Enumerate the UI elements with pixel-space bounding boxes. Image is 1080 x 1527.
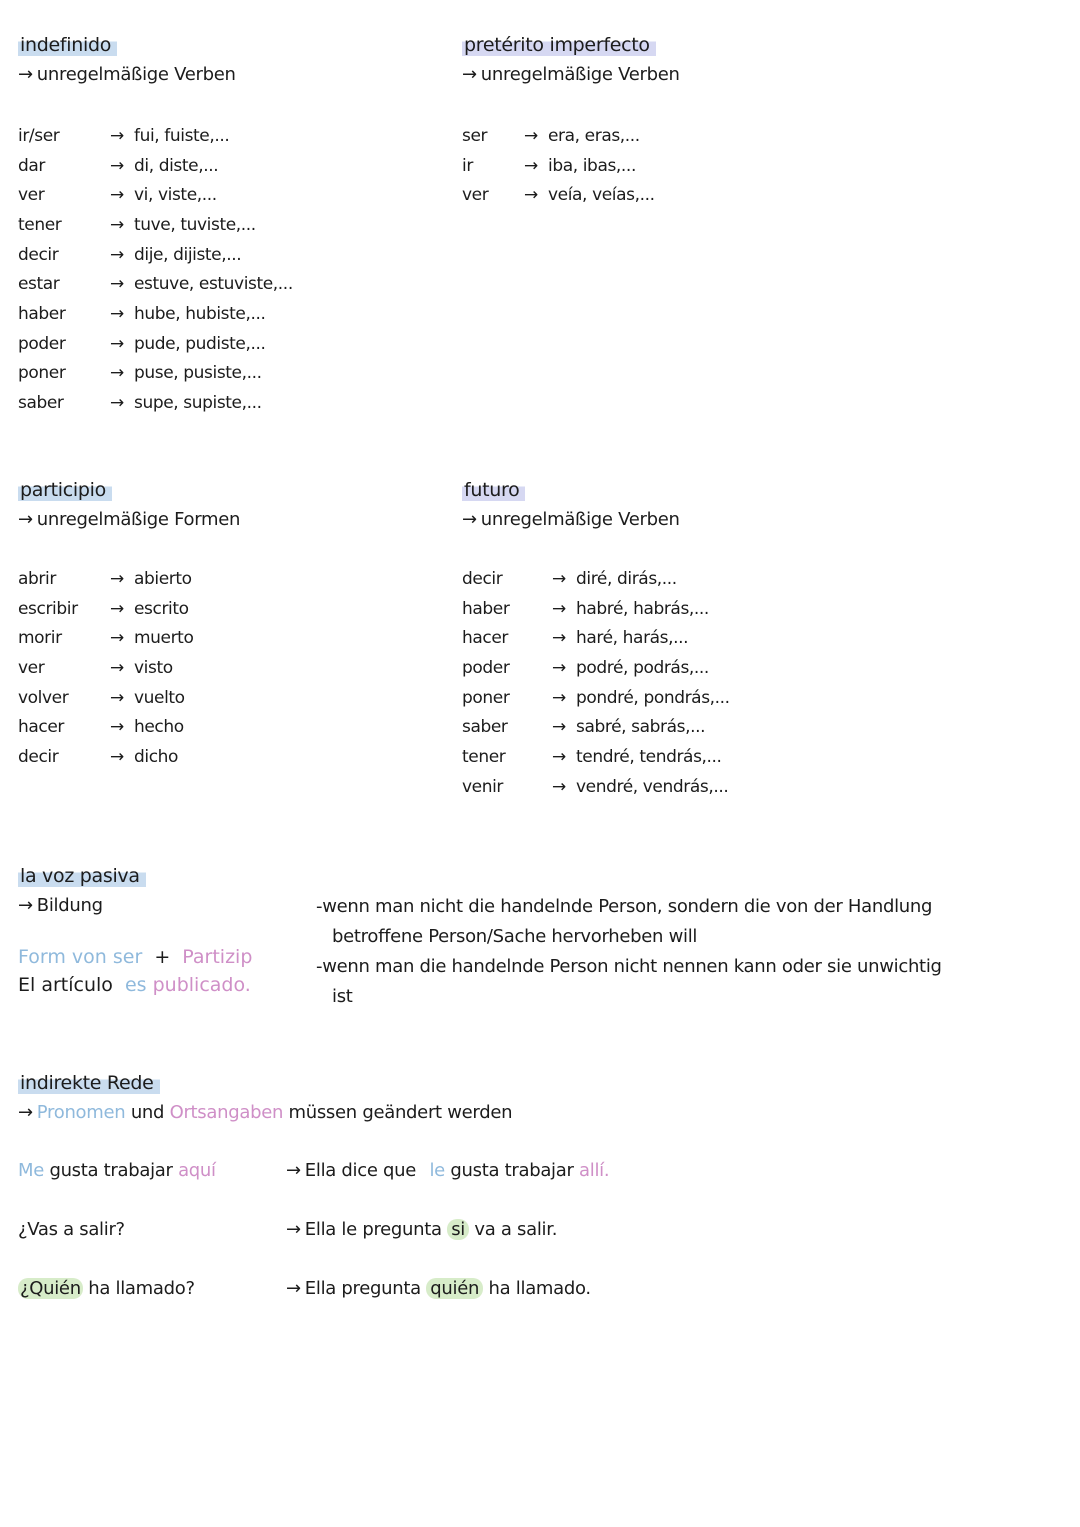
verb-row (18, 359, 293, 389)
section-title: participio (18, 479, 112, 501)
verb-row (462, 121, 680, 151)
example-result: → Ella pregunta quién ha llamado. (286, 1278, 591, 1299)
verb-row (462, 712, 730, 742)
verb-forms: puse, pusiste,... (134, 363, 262, 384)
section-rule: → Pronomen und Ortsangaben müssen geändert werden (18, 1102, 513, 1123)
verb-forms: vuelto (134, 687, 185, 708)
verb-forms: tendré, tendrás,... (576, 746, 722, 767)
verb-forms: abierto (134, 568, 192, 589)
verb-row (18, 564, 240, 594)
verb-infinitive: escribir (18, 598, 78, 619)
section-subtitle: → unregelmäßige Verben (18, 64, 236, 85)
section-subtitle: → unregelmäßige Verben (462, 64, 680, 85)
verb-infinitive: volver (18, 687, 69, 708)
verb-forms: tuve, tuviste,... (134, 214, 256, 235)
verb-infinitive: decir (18, 244, 59, 265)
verb-forms: visto (134, 657, 173, 678)
verb-forms: dicho (134, 746, 179, 767)
pasiva-uses (316, 892, 942, 1012)
example-result: → Ella dice que le gusta trabajar allí. (286, 1160, 610, 1181)
verb-infinitive: tener (462, 746, 506, 767)
verb-row (462, 623, 730, 653)
arrow-icon: → (524, 125, 538, 146)
verb-forms: sabré, sabrás,... (576, 717, 706, 738)
arrow-icon: → (552, 657, 566, 678)
verb-forms: hube, hubiste,... (134, 303, 266, 324)
verb-row (18, 121, 293, 151)
section-title: indefinido (18, 34, 117, 56)
verb-forms: fui, fuiste,... (134, 125, 230, 146)
verb-list (18, 121, 293, 418)
arrow-icon: → (552, 687, 566, 708)
section-participio (18, 479, 240, 772)
arrow-icon: → (110, 746, 124, 767)
arrow-icon: → (286, 1219, 301, 1240)
arrow-icon: → (110, 717, 124, 738)
example-row: ¿Vas a salir? (18, 1219, 125, 1240)
arrow-icon: → (18, 64, 33, 85)
arrow-icon: → (286, 1160, 301, 1181)
section-indefinido (18, 34, 293, 418)
arrow-icon: → (552, 568, 566, 589)
section-indirekte-rede (18, 1072, 512, 1123)
example-result: → Ella le pregunta si va a salir. (286, 1219, 558, 1240)
verb-row (462, 564, 730, 594)
section-subtitle: → Bildung (18, 895, 103, 916)
verb-row (18, 210, 293, 240)
verb-forms: vendré, vendrás,... (576, 776, 729, 797)
verb-row (18, 151, 293, 181)
verb-infinitive: hacer (18, 717, 64, 738)
verb-infinitive: ver (18, 657, 45, 678)
use-line: -wenn man nicht die handelnde Person, sondern die von der Handlung (316, 896, 933, 917)
arrow-icon: → (110, 363, 124, 384)
verb-row (462, 772, 730, 802)
verb-infinitive: poner (462, 687, 510, 708)
section-subtitle: → unregelmäßige Verben (462, 509, 680, 530)
verb-row (462, 151, 680, 181)
verb-forms: iba, ibas,... (548, 155, 636, 176)
verb-forms: hecho (134, 717, 184, 738)
arrow-icon: → (110, 303, 124, 324)
verb-row (18, 683, 240, 713)
verb-infinitive: ser (462, 125, 488, 146)
arrow-icon: → (552, 717, 566, 738)
verb-infinitive: estar (18, 274, 60, 295)
verb-forms: estuve, estuviste,... (134, 274, 293, 295)
use-line: betroffene Person/Sache hervorheben will (332, 926, 698, 947)
arrow-icon: → (110, 687, 124, 708)
verb-row (18, 299, 293, 329)
verb-forms: muerto (134, 628, 194, 649)
arrow-icon: → (286, 1278, 301, 1299)
arrow-icon: → (524, 155, 538, 176)
verb-infinitive: poner (18, 363, 66, 384)
arrow-icon: → (552, 776, 566, 797)
verb-infinitive: dar (18, 155, 45, 176)
verb-row (18, 594, 240, 624)
verb-list (18, 564, 240, 772)
verb-forms: podré, podrás,... (576, 657, 709, 678)
verb-forms: habré, habrás,... (576, 598, 709, 619)
arrow-icon: → (110, 155, 124, 176)
verb-forms: diré, dirás,... (576, 568, 677, 589)
arrow-icon: → (110, 125, 124, 146)
verb-row (18, 742, 240, 772)
arrow-icon: → (524, 185, 538, 206)
verb-forms: di, diste,... (134, 155, 219, 176)
verb-forms: era, eras,... (548, 125, 640, 146)
arrow-icon: → (462, 64, 477, 85)
verb-infinitive: decir (462, 568, 503, 589)
arrow-icon: → (18, 509, 33, 530)
verb-infinitive: hacer (462, 628, 508, 649)
verb-row (18, 180, 293, 210)
verb-infinitive: saber (462, 717, 508, 738)
arrow-icon: → (110, 274, 124, 295)
verb-infinitive: ver (18, 185, 45, 206)
section-title: indirekte Rede (18, 1072, 160, 1094)
section-futuro (462, 479, 730, 802)
example-row: ¿Quién ha llamado? (20, 1278, 195, 1299)
arrow-icon: → (18, 895, 33, 916)
arrow-icon: → (552, 746, 566, 767)
verb-row (18, 712, 240, 742)
section-subtitle: → unregelmäßige Formen (18, 509, 241, 530)
section-voz-pasiva (18, 865, 252, 996)
verb-row (18, 329, 293, 359)
verb-infinitive: haber (462, 598, 510, 619)
verb-infinitive: decir (18, 746, 59, 767)
verb-list (462, 564, 730, 802)
verb-forms: escrito (134, 598, 189, 619)
verb-infinitive: ver (462, 185, 489, 206)
section-title: la voz pasiva (18, 865, 146, 887)
verb-infinitive: ir (462, 155, 473, 176)
verb-row (18, 623, 240, 653)
arrow-icon: → (462, 509, 477, 530)
arrow-icon: → (110, 598, 124, 619)
section-title: pretérito imperfecto (462, 34, 656, 56)
verb-infinitive: haber (18, 303, 66, 324)
arrow-icon: → (552, 598, 566, 619)
arrow-icon: → (18, 1102, 33, 1123)
verb-forms: supe, supiste,... (134, 393, 262, 414)
verb-row (18, 240, 293, 270)
verb-forms: pude, pudiste,... (134, 333, 266, 354)
example-row: Me gusta trabajar aquí (18, 1160, 216, 1181)
arrow-icon: → (110, 333, 124, 354)
arrow-icon: → (110, 393, 124, 414)
verb-forms: vi, viste,... (134, 185, 217, 206)
pasiva-formula: Form von ser + Partizip (18, 946, 253, 968)
verb-forms: pondré, pondrás,... (576, 687, 730, 708)
use-line: ist (332, 986, 353, 1007)
verb-infinitive: abrir (18, 568, 56, 589)
verb-row (18, 269, 293, 299)
verb-infinitive: poder (462, 657, 510, 678)
arrow-icon: → (110, 657, 124, 678)
use-line: -wenn man die handelnde Person nicht nennen kann oder sie unwichtig (316, 956, 942, 977)
verb-forms: dije, dijiste,... (134, 244, 242, 265)
verb-infinitive: venir (462, 776, 504, 797)
arrow-icon: → (110, 628, 124, 649)
verb-infinitive: ir/ser (18, 125, 60, 146)
verb-row (462, 742, 730, 772)
verb-forms: haré, harás,... (576, 628, 689, 649)
verb-row (18, 388, 293, 418)
verb-infinitive: tener (18, 214, 62, 235)
verb-infinitive: saber (18, 393, 64, 414)
verb-row (18, 653, 240, 683)
verb-row (462, 653, 730, 683)
section-imperfecto (462, 34, 680, 210)
verb-list (462, 121, 680, 210)
verb-row (462, 594, 730, 624)
arrow-icon: → (110, 214, 124, 235)
verb-infinitive: morir (18, 628, 62, 649)
verb-infinitive: poder (18, 333, 66, 354)
verb-row (462, 683, 730, 713)
arrow-icon: → (110, 568, 124, 589)
pasiva-example: El artículo es publicado. (18, 974, 251, 996)
verb-forms: veía, veías,... (548, 185, 655, 206)
verb-row (462, 180, 680, 210)
arrow-icon: → (552, 628, 566, 649)
section-title: futuro (462, 479, 525, 501)
arrow-icon: → (110, 244, 124, 265)
arrow-icon: → (110, 185, 124, 206)
